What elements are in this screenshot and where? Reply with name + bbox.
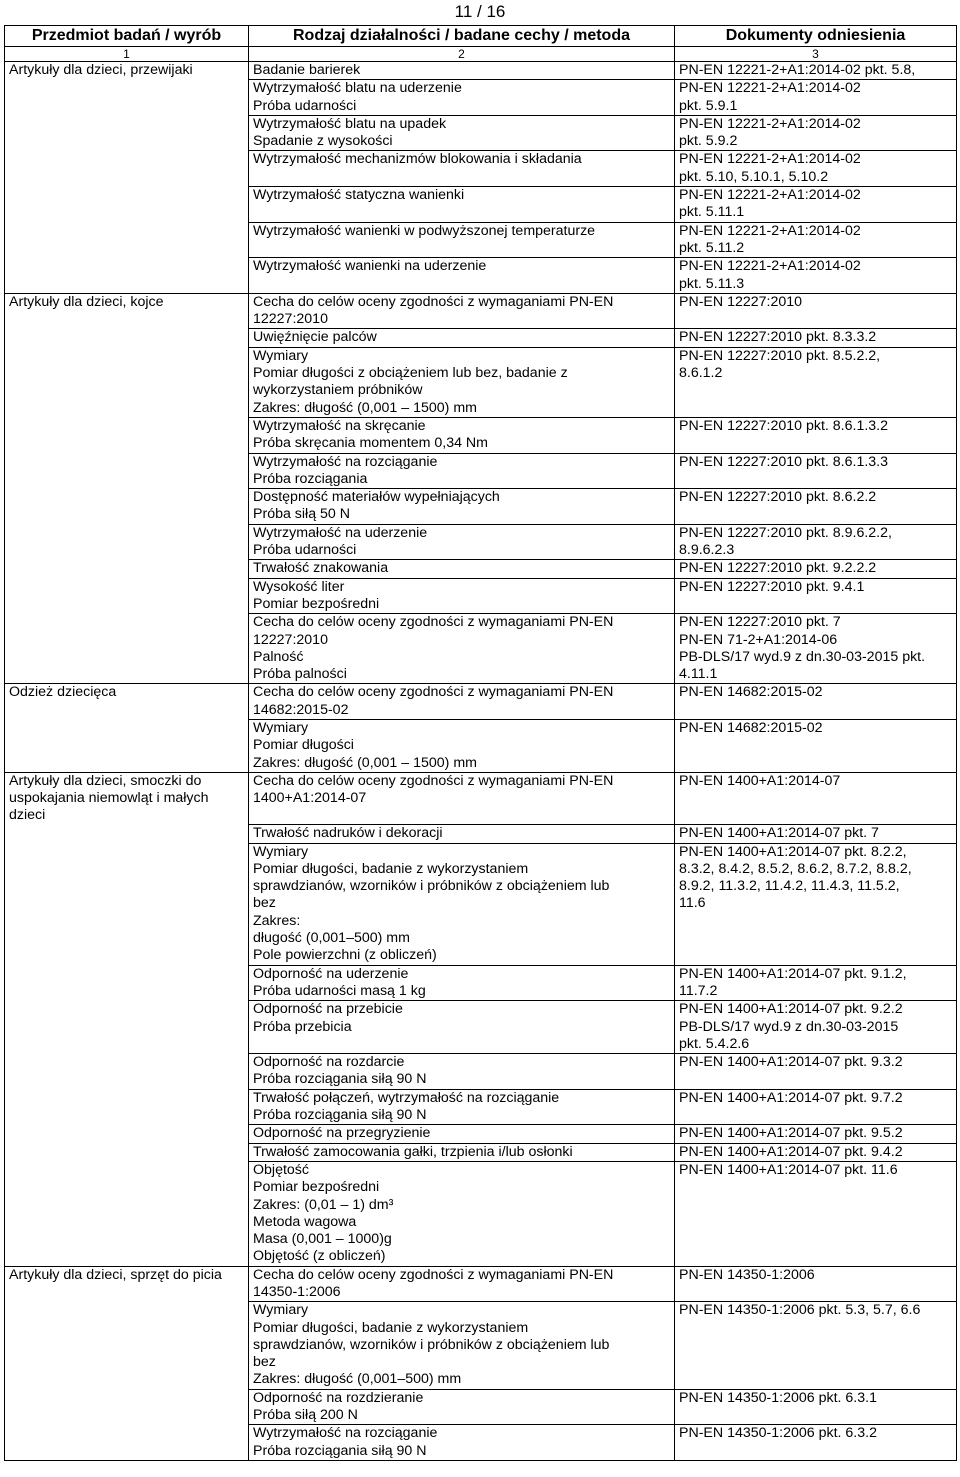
document-cell-text: PN-EN 12227:2010 pkt. 8.6.2.2: [679, 489, 877, 506]
product-cell: [5, 222, 249, 258]
method-cell-text: Trwałość zamocowania gałki, trzpienia i/lub osłonki: [253, 1143, 573, 1160]
method-cell: [249, 329, 675, 347]
table-row: [5, 560, 957, 578]
product-cell: [5, 965, 249, 1001]
method-cell-text: Odporność na rozdzieranie Próba siłą 200 N: [253, 1389, 424, 1424]
product-cell: [5, 1125, 249, 1143]
method-cell: [249, 1143, 675, 1161]
document-cell: [675, 1089, 957, 1125]
document-cell: [675, 524, 957, 560]
table-row: [5, 524, 957, 560]
product-cell: [5, 347, 249, 417]
document-cell-text: PN-EN 14682:2015-02: [679, 684, 823, 701]
method-cell-text: Objętość Pomiar bezpośredni Zakres: (0,01 – 1) dm³ Metoda wagowa Masa (0,001 – 1000)g Objętość (z obliczeń): [253, 1161, 394, 1265]
page-number: 11 / 16: [454, 2, 506, 21]
header-product: Przedmiot badań / wyrób: [5, 26, 249, 47]
document-cell-text: PN-EN 12221-2+A1:2014-02 pkt. 5.11.2: [679, 222, 861, 256]
method-cell-text: Trwałość znakowania: [253, 560, 389, 577]
table-row: [5, 578, 957, 614]
method-cell: [249, 489, 675, 525]
document-cell-text: PN-EN 1400+A1:2014-07 pkt. 9.7.2: [679, 1089, 903, 1106]
header-row: [5, 26, 957, 47]
document-cell-text: PN-EN 12227:2010 pkt. 8.6.1.3.2: [679, 417, 889, 434]
document-cell: [675, 115, 957, 151]
product-cell: [5, 1143, 249, 1161]
table-row: [5, 614, 957, 684]
table-row: [5, 293, 957, 329]
document-cell-text: PN-EN 12227:2010 pkt. 8.9.6.2.2, 8.9.6.2.3: [679, 524, 892, 559]
method-cell-text: Trwałość połączeń, wytrzymałość na rozciąganie Próba rozciągania siłą 90 N: [253, 1089, 560, 1124]
header-documents: Dokumenty odniesienia: [675, 26, 957, 47]
method-cell-text: Odporność na uderzenie Próba udarności masą 1 kg: [253, 965, 426, 999]
document-cell: [675, 151, 957, 187]
document-cell-text: PN-EN 12227:2010 pkt. 9.2.2.2: [679, 560, 877, 577]
document-cell-text: PN-EN 14350-1:2006 pkt. 6.3.2: [679, 1425, 877, 1442]
table-row: [5, 453, 957, 489]
product-cell: [5, 1161, 249, 1266]
method-cell-text: Wytrzymałość wanienki na uderzenie: [253, 258, 487, 275]
product-cell: [5, 453, 249, 489]
method-cell-text: Cecha do celów oceny zgodności z wymaganiami PN-EN 14350-1:2006: [253, 1266, 614, 1300]
method-cell-text: Cecha do celów oceny zgodności z wymaganiami PN-EN 1400+A1:2014-07: [253, 772, 614, 807]
document-cell-text: PN-EN 12221-2+A1:2014-02 pkt. 5.9.1: [679, 80, 861, 114]
table-row: [5, 329, 957, 347]
method-cell: [249, 293, 675, 329]
method-cell-text: Wymiary Pomiar długości, badanie z wykorzystaniem sprawdzianów, wzorników i próbników z obciążeniem lub bez Zakres: długość (0,001–500) mm Pole powierzchni (z obliczeń): [253, 843, 610, 964]
product-cell: [5, 1089, 249, 1125]
method-cell: [249, 453, 675, 489]
product-cell: [5, 62, 249, 80]
document-cell: [675, 1389, 957, 1425]
method-cell: [249, 1001, 675, 1054]
method-cell: [249, 1266, 675, 1302]
table-row: [5, 62, 957, 80]
method-cell: [249, 578, 675, 614]
document-cell-text: PN-EN 12227:2010 pkt. 7 PN-EN 71-2+A1:2014-06 PB-DLS/17 wyd.9 z dn.30-03-2015 pkt. 4.11.1: [679, 614, 926, 683]
method-cell-text: Dostępność materiałów wypełniających Próba siłą 50 N: [253, 489, 500, 523]
document-cell: [675, 614, 957, 684]
method-cell-text: Wytrzymałość blatu na upadek Spadanie z wysokości: [253, 115, 447, 150]
document-cell-text: PN-EN 12227:2010 pkt. 9.4.1: [679, 578, 865, 595]
method-cell: [249, 187, 675, 223]
document-cell: [675, 1054, 957, 1090]
table-row: [5, 187, 957, 223]
document-cell: [675, 1161, 957, 1266]
document-cell: [675, 489, 957, 525]
product-cell-text: Odzież dziecięca: [9, 684, 117, 701]
table-row: [5, 1389, 957, 1425]
document-cell: [675, 578, 957, 614]
document-cell: [675, 1143, 957, 1161]
document-cell-text: PN-EN 14350-1:2006 pkt. 5.3, 5.7, 6.6: [679, 1302, 921, 1319]
method-cell: [249, 719, 675, 772]
document-cell-text: PN-EN 1400+A1:2014-07 pkt. 9.2.2 PB-DLS/17 wyd.9 z dn.30-03-2015 pkt. 5.4.2.6: [679, 1001, 903, 1052]
method-cell-text: Odporność na przebicie Próba przebicia: [253, 1001, 403, 1035]
document-cell-text: PN-EN 1400+A1:2014-07 pkt. 9.4.2: [679, 1143, 903, 1160]
table-row: [5, 115, 957, 151]
method-cell: [249, 965, 675, 1001]
method-cell-text: Odporność na przegryzienie: [253, 1125, 431, 1142]
document-cell-text: PN-EN 1400+A1:2014-07: [679, 772, 841, 789]
document-cell: [675, 719, 957, 772]
product-cell: [5, 417, 249, 453]
table-row: [5, 1143, 957, 1161]
document-cell-text: PN-EN 14350-1:2006: [679, 1266, 815, 1283]
document-cell-text: PN-EN 14350-1:2006 pkt. 6.3.1: [679, 1389, 877, 1406]
table-row: [5, 1125, 957, 1143]
product-cell: [5, 684, 249, 720]
method-cell: [249, 684, 675, 720]
product-cell: [5, 1425, 249, 1461]
table-row: [5, 772, 957, 824]
product-cell: [5, 187, 249, 223]
table-row: [5, 258, 957, 294]
product-cell-text: Artykuły dla dzieci, przewijaki: [9, 62, 193, 78]
document-cell: [675, 347, 957, 417]
method-cell: [249, 560, 675, 578]
document-cell-text: PN-EN 12227:2010: [679, 293, 803, 310]
document-cell: [675, 843, 957, 965]
document-cell-text: PN-EN 12221-2+A1:2014-02 pkt. 5.10, 5.10.1, 5.10.2: [679, 151, 861, 185]
method-cell: [249, 1161, 675, 1266]
product-cell: [5, 772, 249, 824]
product-cell-text: Artykuły dla dzieci, smoczki do uspokajania niemowląt i małych dzieci: [9, 772, 213, 824]
document-cell: [675, 258, 957, 294]
column-number: 2: [249, 47, 675, 62]
product-cell: [5, 1054, 249, 1090]
document-cell: [675, 1266, 957, 1302]
method-cell: [249, 115, 675, 151]
document-cell: [675, 187, 957, 223]
document-cell: [675, 417, 957, 453]
document-cell: [675, 1001, 957, 1054]
document-cell: [675, 684, 957, 720]
table-row: [5, 151, 957, 187]
document-cell-text: PN-EN 12221-2+A1:2014-02 pkt. 5.9.2: [679, 115, 861, 150]
header-method: Rodzaj działalności / badane cechy / metoda: [249, 26, 675, 47]
document-cell: [675, 965, 957, 1001]
document-cell-text: PN-EN 1400+A1:2014-07 pkt. 8.2.2, 8.3.2, 8.4.2, 8.5.2, 8.6.2, 8.7.2, 8.8.2, 8.9.2, 11.3.2, 11.4.2, 11.4.3, 11.5.2, 11.6: [679, 843, 912, 912]
table-row: [5, 347, 957, 417]
document-cell-text: PN-EN 12227:2010 pkt. 8.5.2.2, 8.6.1.2: [679, 347, 881, 382]
table-row: [5, 825, 957, 843]
method-cell: [249, 825, 675, 843]
document-cell-text: PN-EN 1400+A1:2014-07 pkt. 9.5.2: [679, 1125, 903, 1142]
document-cell: [675, 80, 957, 116]
method-cell: [249, 80, 675, 116]
product-cell: [5, 293, 249, 329]
document-cell-text: PN-EN 1400+A1:2014-07 pkt. 9.1.2, 11.7.2: [679, 965, 907, 999]
product-cell-text: Artykuły dla dzieci, kojce: [9, 293, 164, 310]
document-cell: [675, 453, 957, 489]
method-cell-text: Wytrzymałość na rozciąganie Próba rozciągania siłą 90 N: [253, 1425, 438, 1459]
method-cell: [249, 1089, 675, 1125]
method-cell-text: Wytrzymałość statyczna wanienki: [253, 187, 465, 204]
method-cell: [249, 614, 675, 684]
method-cell: [249, 843, 675, 965]
method-cell: [249, 1302, 675, 1389]
accreditation-table: [4, 25, 957, 1461]
table-row: [5, 965, 957, 1001]
method-cell: [249, 1054, 675, 1090]
method-cell-text: Wytrzymałość na uderzenie Próba udarności: [253, 524, 428, 559]
method-cell: [249, 772, 675, 824]
method-cell-text: Wytrzymałość na rozciąganie Próba rozciągania: [253, 453, 438, 487]
method-cell-text: Cecha do celów oceny zgodności z wymaganiami PN-EN 12227:2010: [253, 293, 614, 328]
method-cell: [249, 1125, 675, 1143]
document-cell-text: PN-EN 12221-2+A1:2014-02 pkt. 5.8,: [679, 62, 916, 78]
product-cell: [5, 329, 249, 347]
method-cell-text: Wymiary Pomiar długości z obciążeniem lub bez, badanie z wykorzystaniem próbników Zakres: długość (0,001 – 1500) mm: [253, 347, 568, 416]
table-row: [5, 1266, 957, 1302]
document-cell: [675, 329, 957, 347]
document-cell-text: PN-EN 1400+A1:2014-07 pkt. 7: [679, 825, 879, 842]
method-cell-text: Wytrzymałość mechanizmów blokowania i składania: [253, 151, 582, 168]
document-cell: [675, 293, 957, 329]
table-row: [5, 1425, 957, 1461]
product-cell: [5, 151, 249, 187]
document-cell-text: PN-EN 1400+A1:2014-07 pkt. 11.6: [679, 1161, 898, 1178]
product-cell: [5, 1389, 249, 1425]
method-cell-text: Wytrzymałość blatu na uderzenie Próba udarności: [253, 80, 462, 114]
method-cell: [249, 1389, 675, 1425]
table-row: [5, 1001, 957, 1054]
document-cell-text: PN-EN 1400+A1:2014-07 pkt. 9.3.2: [679, 1054, 903, 1071]
table-row: [5, 222, 957, 258]
method-cell-text: Uwięźnięcie palców: [253, 329, 377, 346]
product-cell: [5, 524, 249, 560]
column-number: 1: [5, 47, 249, 62]
product-cell: [5, 843, 249, 965]
table-body: [5, 62, 957, 1461]
table-row: [5, 719, 957, 772]
product-cell: [5, 719, 249, 772]
table-row: [5, 489, 957, 525]
document-cell: [675, 560, 957, 578]
method-cell: [249, 524, 675, 560]
product-cell: [5, 825, 249, 843]
document-cell-text: PN-EN 14682:2015-02: [679, 719, 823, 736]
column-number-row: [5, 47, 957, 62]
document-cell: [675, 772, 957, 824]
method-cell-text: Cecha do celów oceny zgodności z wymaganiami PN-EN 14682:2015-02: [253, 684, 614, 718]
method-cell: [249, 417, 675, 453]
product-cell: [5, 115, 249, 151]
document-cell: [675, 222, 957, 258]
document-cell: [675, 825, 957, 843]
document-cell-text: PN-EN 12227:2010 pkt. 8.6.1.3.3: [679, 453, 889, 470]
document-cell: [675, 1302, 957, 1389]
method-cell-text: Badanie barierek: [253, 62, 361, 78]
product-cell: [5, 258, 249, 294]
table-row: [5, 1161, 957, 1266]
document-cell: [675, 1425, 957, 1461]
product-cell: [5, 1266, 249, 1302]
document-cell-text: PN-EN 12221-2+A1:2014-02 pkt. 5.11.3: [679, 258, 861, 292]
method-cell-text: Trwałość nadruków i dekoracji: [253, 825, 443, 842]
method-cell-text: Cecha do celów oceny zgodności z wymaganiami PN-EN 12227:2010 Palność Próba palności: [253, 614, 614, 683]
product-cell: [5, 1001, 249, 1054]
method-cell-text: Wymiary Pomiar długości, badanie z wykorzystaniem sprawdzianów, wzorników i próbników z obciążeniem lub bez Zakres: długość (0,001–500) mm: [253, 1302, 610, 1388]
method-cell-text: Wysokość liter Pomiar bezpośredni: [253, 578, 380, 612]
table-row: [5, 1302, 957, 1389]
method-cell-text: Odporność na rozdarcie Próba rozciągania siłą 90 N: [253, 1054, 427, 1088]
product-cell: [5, 614, 249, 684]
table-row: [5, 1054, 957, 1090]
method-cell: [249, 347, 675, 417]
table-row: [5, 684, 957, 720]
method-cell: [249, 62, 675, 80]
product-cell: [5, 489, 249, 525]
table-row: [5, 843, 957, 965]
product-cell: [5, 578, 249, 614]
table-row: [5, 417, 957, 453]
document-cell-text: PN-EN 12227:2010 pkt. 8.3.3.2: [679, 329, 877, 346]
product-cell-text: Artykuły dla dzieci, sprzęt do picia: [9, 1266, 222, 1283]
table-row: [5, 80, 957, 116]
method-cell: [249, 151, 675, 187]
table-row: [5, 1089, 957, 1125]
product-cell: [5, 80, 249, 116]
method-cell-text: Wytrzymałość na skręcanie Próba skręcania momentem 0,34 Nm: [253, 417, 488, 452]
method-cell: [249, 258, 675, 294]
product-cell: [5, 1302, 249, 1389]
method-cell-text: Wytrzymałość wanienki w podwyższonej temperaturze: [253, 222, 596, 239]
document-cell-text: PN-EN 12221-2+A1:2014-02 pkt. 5.11.1: [679, 187, 861, 221]
document-cell: [675, 1125, 957, 1143]
method-cell-text: Wymiary Pomiar długości Zakres: długość (0,001 – 1500) mm: [253, 719, 477, 771]
product-cell: [5, 560, 249, 578]
document-cell: [675, 62, 957, 80]
method-cell: [249, 1425, 675, 1461]
method-cell: [249, 222, 675, 258]
column-number: 3: [675, 47, 957, 62]
